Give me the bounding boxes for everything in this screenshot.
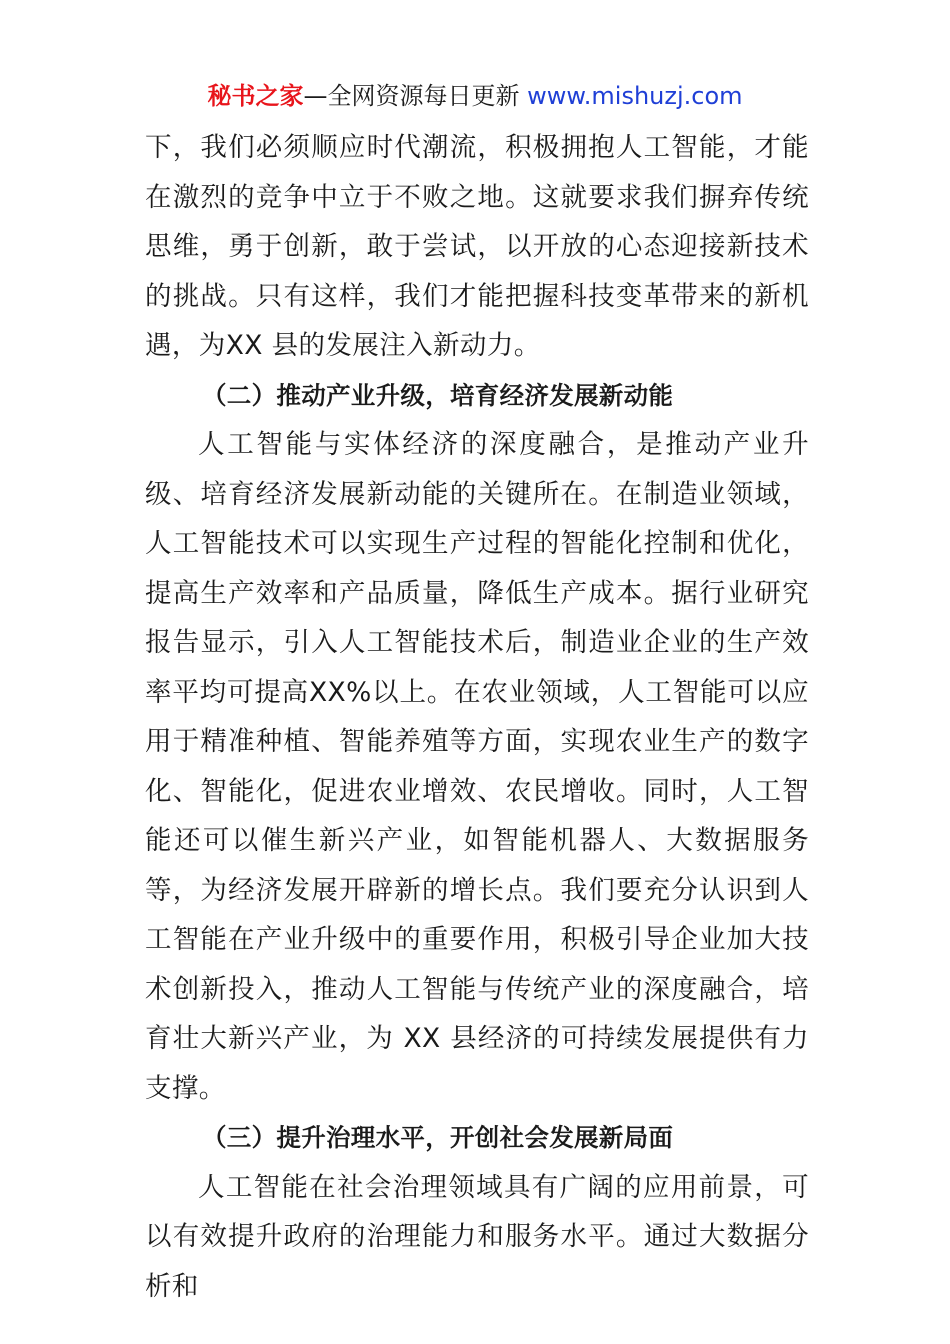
paragraph-governance: 人工智能在社会治理领域具有广阔的应用前景，可以有效提升政府的治理能力和服务水平。通过大数据分析和 — [145, 1171, 809, 1302]
document-body — [145, 123, 809, 1311]
site-url-link[interactable]: www.mishuzj.com — [527, 82, 743, 110]
section-heading-2: （二）推动产业升级，培育经济发展新动能 — [202, 380, 674, 410]
section-heading-3: （三）提升治理水平，开创社会发展新局面 — [202, 1123, 674, 1152]
site-header — [0, 80, 950, 112]
paragraph-industry-upgrade: 人工智能与实体经济的深度融合，是推动产业升级、培育经济发展新动能的关键所在。在制造业领域，人工智能技术可以实现生产过程的智能化控制和优化，提高生产效率和产品质量，降低生产成本。据行业研究报告显示，引入人工智能技术后，制造业企业的生产效率平均可提高XX%以上。在农业领域，人工智能可以应用于精准种植、智能养殖等方面，实现农业生产的数字化、智能化，促进农业增效、农民增收。同时，人工智能还可以催生新兴产业，如智能机器人、大数据服务等，为经济发展开辟新的增长点。我们要充分认识到人工智能在产业升级中的重要作用，积极引导企业加大技术创新投入，推动人工智能与传统产业的深度融合，培育壮大新兴产业，为 XX 县经济的可持续发展提供有力支撑。 — [145, 429, 809, 1104]
paragraph-continuation: 下，我们必须顺应时代潮流，积极拥抱人工智能，才能在激烈的竞争中立于不败之地。这就要求我们摒弃传统思维，勇于创新，敢于尝试，以开放的心态迎接新技术的挑战。只有这样，我们才能把握科技变革带来的新机遇，为XX 县的发展注入新动力。 — [145, 132, 809, 361]
site-tagline: —全网资源每日更新 — [303, 82, 528, 110]
site-brand: 秘书之家 — [207, 82, 304, 110]
